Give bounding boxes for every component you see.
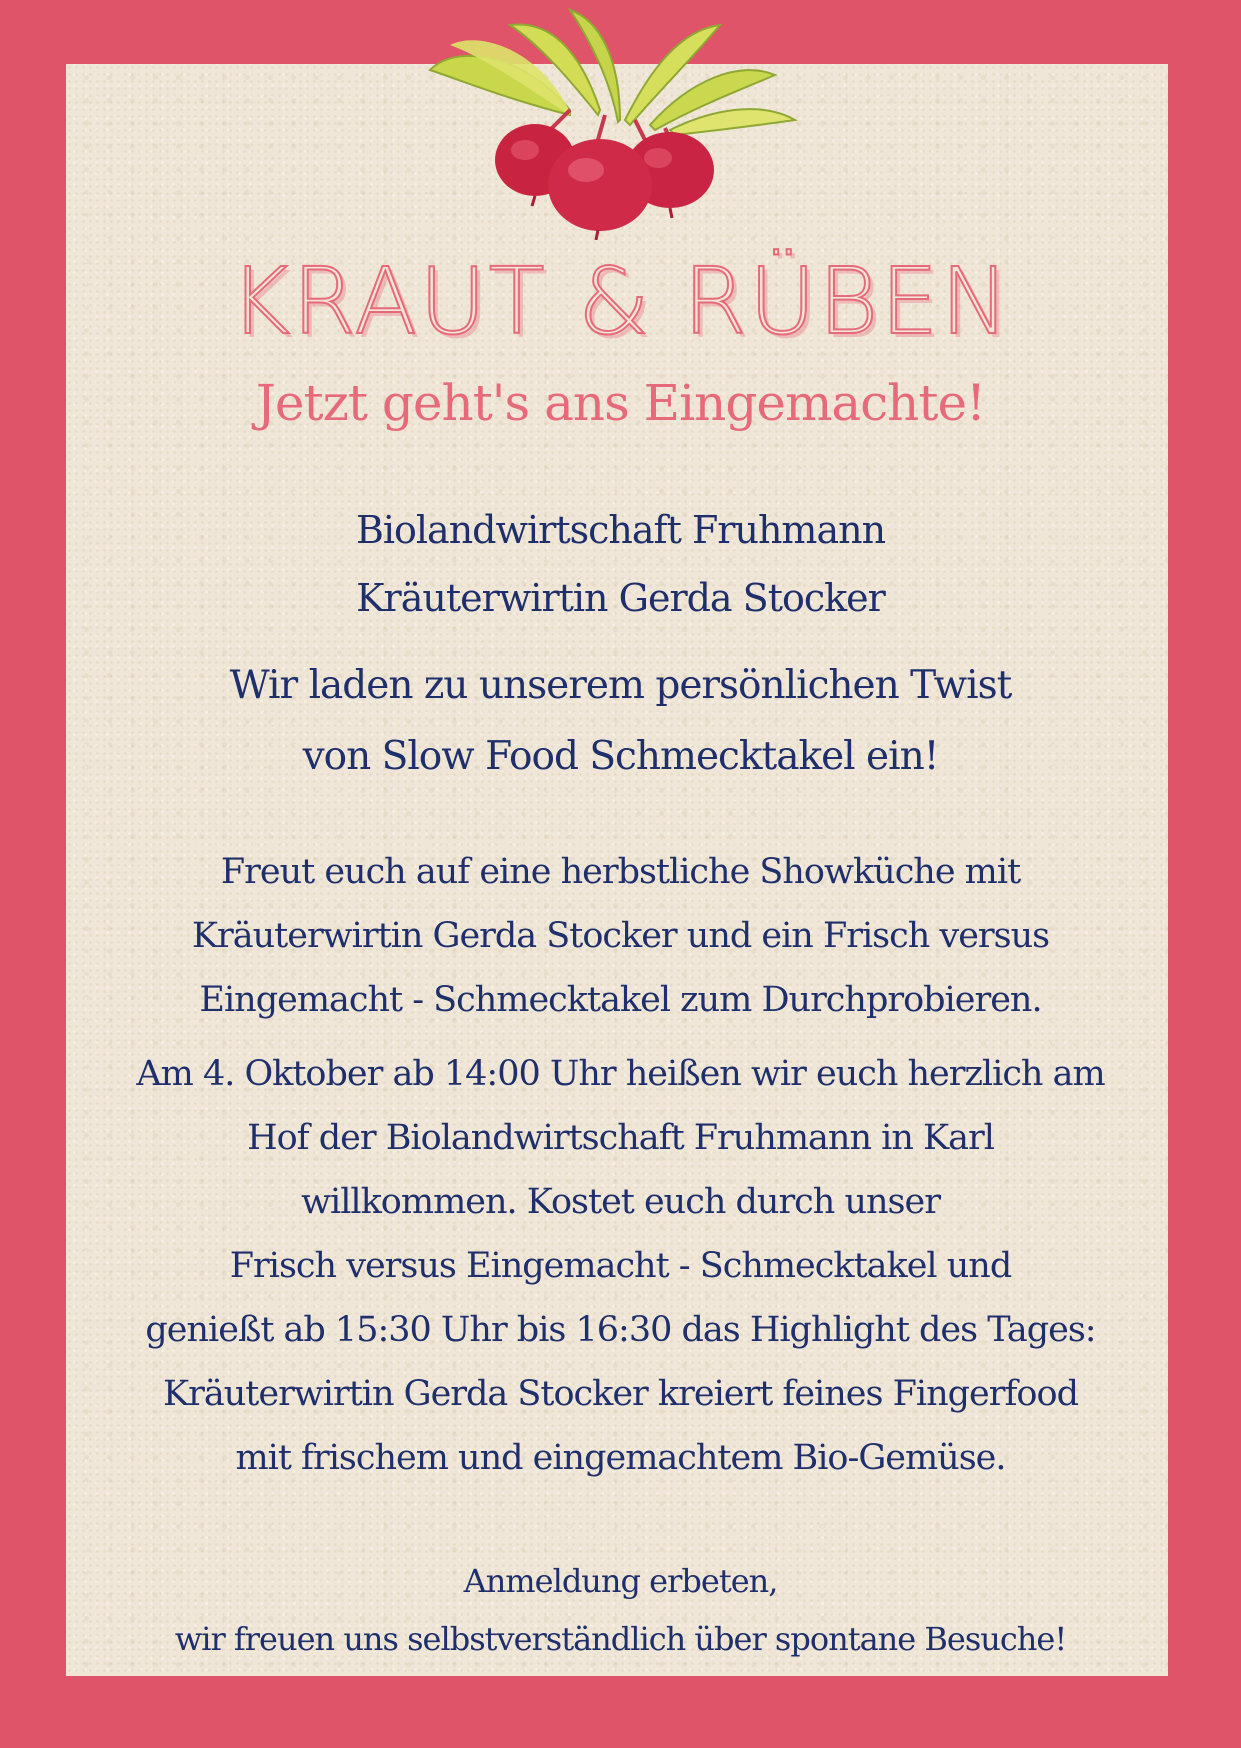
beet-bulbs: [495, 124, 714, 240]
organizers: [80, 496, 1161, 632]
details-line: Frisch versus Eingemacht - Schmecktakel und: [229, 1246, 1012, 1286]
details-line: mit frischem und eingemachtem Bio-Gemüse.: [235, 1438, 1006, 1478]
details-line: genießt ab 15:30 Uhr bis 16:30 das Highlight des Tages:: [145, 1310, 1096, 1350]
signup-line: wir freuen uns selbstverständlich über spontane Besuche!: [174, 1620, 1067, 1658]
invitation-line: von Slow Food Schmecktakel ein!: [302, 734, 939, 779]
signup-note: [80, 1552, 1161, 1668]
poster-subtitle: Jetzt geht's ans Eingemachte!: [255, 374, 986, 432]
invitation: [80, 650, 1161, 792]
description-line: Kräuterwirtin Gerda Stocker und ein Frisch versus: [191, 916, 1050, 956]
beetroot-illustration: [420, 0, 820, 240]
details-line: Am 4. Oktober ab 14:00 Uhr heißen wir euch herzlich am: [136, 1054, 1105, 1094]
description-line: Eingemacht - Schmecktakel zum Durchprobieren.: [199, 980, 1042, 1020]
details-line: Kräuterwirtin Gerda Stocker kreiert feines Fingerfood: [163, 1374, 1078, 1414]
event-details: [80, 1042, 1161, 1490]
organizer-line: Kräuterwirtin Gerda Stocker: [356, 576, 885, 620]
poster-title: KRAUT & RÜBEN: [229, 248, 1012, 355]
invitation-line: Wir laden zu unserem persönlichen Twist: [229, 663, 1012, 708]
description-line: Freut euch auf eine herbstliche Showküche mit: [220, 852, 1021, 892]
signup-line: Anmeldung erbeten,: [463, 1562, 778, 1600]
details-line: Hof der Biolandwirtschaft Fruhmann in Karl: [247, 1118, 994, 1158]
beet-leaves: [430, 10, 795, 150]
description: [80, 840, 1161, 1032]
details-line: willkommen. Kostet euch durch unser: [301, 1182, 940, 1222]
organizer-line: Biolandwirtschaft Fruhmann: [355, 508, 886, 552]
